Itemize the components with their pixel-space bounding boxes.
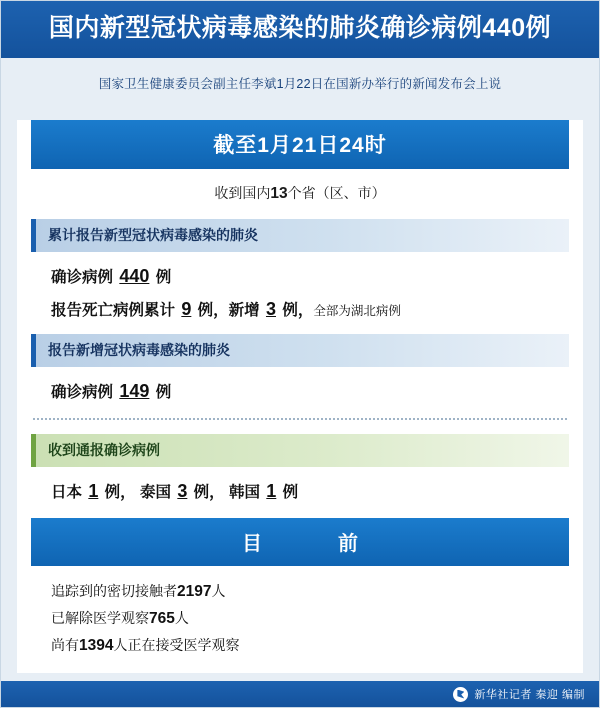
cumulative-deaths-label: 报告死亡病例累计 bbox=[51, 301, 176, 319]
cumulative-confirmed-line bbox=[17, 252, 583, 289]
overseas-unit-korea: 例 bbox=[282, 483, 299, 501]
section-heading-overseas: 收到通报确诊病例 bbox=[31, 434, 569, 467]
list-item bbox=[51, 578, 583, 605]
provinces-line bbox=[17, 169, 583, 215]
spacer bbox=[17, 420, 583, 430]
footer bbox=[1, 681, 599, 707]
under-observation-unit: 人正在接受医学观察 bbox=[113, 637, 240, 653]
cumulative-deaths-line bbox=[17, 289, 583, 330]
contacts-traced-label: 追踪到的密切接触者 bbox=[51, 582, 177, 599]
under-observation-label: 尚有 bbox=[51, 637, 79, 653]
released-value: 765 bbox=[149, 609, 175, 627]
cumulative-confirmed-unit: 例 bbox=[155, 268, 172, 286]
overseas-country-korea: 韩国 bbox=[228, 483, 260, 501]
new-confirmed-label: 确诊病例 bbox=[51, 383, 114, 401]
footer-credit: 新华社记者 秦迎 编制 bbox=[474, 689, 585, 701]
new-confirmed-value: 149 bbox=[119, 380, 150, 401]
section-heading-cumulative: 累计报告新型冠状病毒感染的肺炎 bbox=[31, 219, 569, 252]
cumulative-confirmed-label: 确诊病例 bbox=[51, 268, 114, 286]
content-card bbox=[17, 120, 583, 673]
current-status-bar-label: 目 前 bbox=[242, 532, 370, 555]
asof-bar bbox=[31, 120, 569, 169]
overseas-line bbox=[17, 467, 583, 504]
xinhua-logo-icon bbox=[453, 687, 468, 702]
cumulative-deaths-note: 全部为湖北病例 bbox=[313, 303, 401, 318]
cumulative-deaths-value: 9 bbox=[181, 298, 192, 319]
overseas-unit-japan: 例， bbox=[104, 483, 136, 501]
overseas-country-thailand: 泰国 bbox=[139, 483, 171, 501]
asof-bar-label: 截至1月21日24时 bbox=[213, 133, 387, 157]
overseas-value-korea: 1 bbox=[266, 480, 277, 501]
list-item bbox=[51, 632, 583, 659]
header bbox=[1, 1, 599, 58]
current-status-list bbox=[17, 566, 583, 661]
cumulative-deaths-mid: 例，新增 bbox=[197, 301, 260, 319]
provinces-count: 13 bbox=[270, 184, 288, 202]
overseas-value-thailand: 3 bbox=[177, 480, 188, 501]
list-item bbox=[51, 605, 583, 632]
overseas-unit-thailand: 例， bbox=[193, 483, 225, 501]
contacts-traced-unit: 人 bbox=[211, 582, 226, 599]
section-heading-new-cases: 报告新增冠状病毒感染的肺炎 bbox=[31, 334, 569, 367]
cumulative-confirmed-value: 440 bbox=[119, 265, 150, 286]
provinces-line-pre: 收到国内 bbox=[214, 184, 271, 201]
provinces-line-post: 个省（区、市） bbox=[287, 184, 386, 201]
overseas-value-japan: 1 bbox=[88, 480, 99, 501]
current-status-bar bbox=[31, 518, 569, 566]
overseas-country-japan: 日本 bbox=[51, 483, 83, 501]
under-observation-value: 1394 bbox=[79, 637, 114, 654]
released-label: 已解除医学观察 bbox=[51, 609, 149, 626]
contacts-traced-value: 2197 bbox=[177, 582, 212, 600]
subtitle-source: 国家卫生健康委员会副主任李斌1月22日在国新办举行的新闻发布会上说 bbox=[98, 76, 502, 91]
page-title: 国内新型冠状病毒感染的肺炎确诊病例440例 bbox=[48, 14, 552, 42]
released-unit: 人 bbox=[174, 609, 189, 626]
cumulative-deaths-new-value: 3 bbox=[265, 298, 276, 319]
cumulative-deaths-unit: 例， bbox=[282, 301, 314, 319]
new-confirmed-line bbox=[17, 367, 583, 404]
new-confirmed-unit: 例 bbox=[155, 383, 172, 401]
